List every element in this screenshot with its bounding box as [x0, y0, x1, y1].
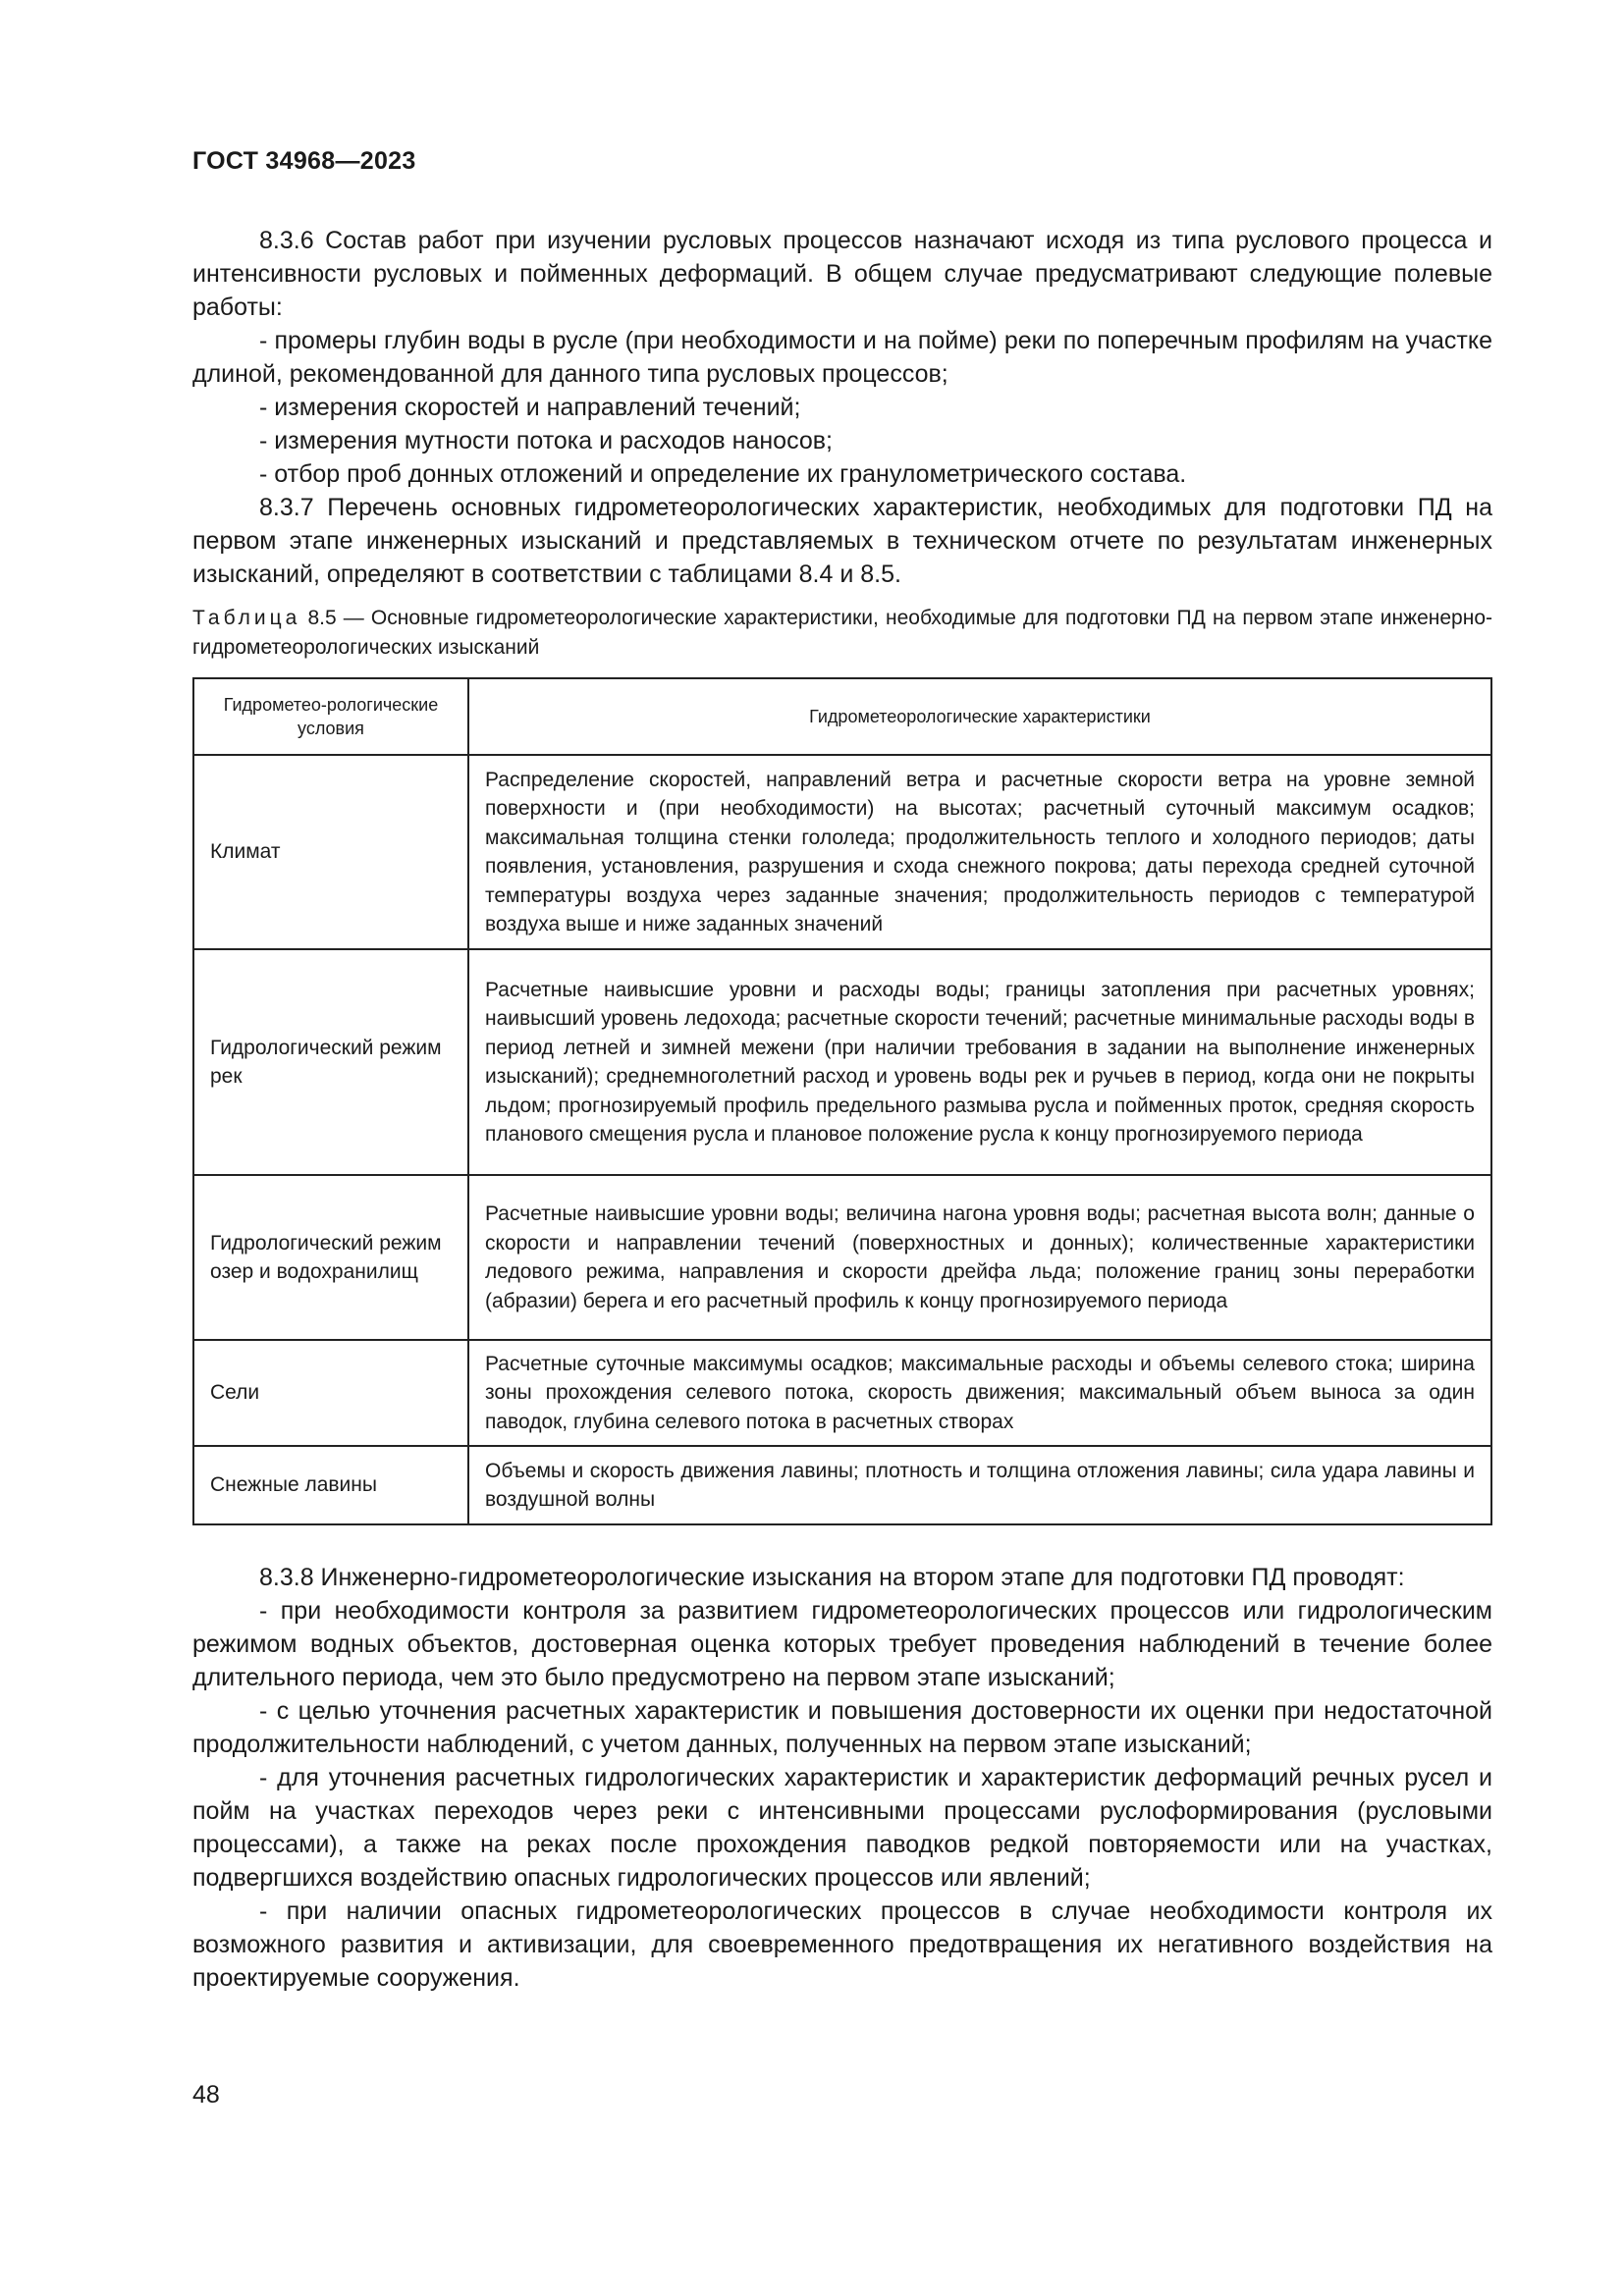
table-row [193, 1175, 1491, 1340]
list-item: - с целью уточнения расчетных характеристик и повышения достоверности их оценки при недостаточной продолжительности наблюдений, с учетом данных, полученных на первом этапе изысканий; [192, 1697, 1492, 1758]
description-cell: Расчетные суточные максимумы осадков; максимальные расходы и объемы селевого стока; ширина зоны прохождения селевого потока, скорость движения; максимальный объем выноса за один паводок, глубина селевого потока в расчетных створах [468, 1340, 1491, 1446]
list-item: - при необходимости контроля за развитием гидрометеорологических процессов или гидрологическим режимом водных объектов, достоверная оценка которых требует проведения наблюдений в течение более длительного периода, чем это было предусмотрено на первом этапе изысканий; [192, 1597, 1492, 1691]
condition-cell: Гидрологический режим рек [193, 949, 468, 1175]
condition-cell: Климат [193, 755, 468, 949]
description-cell: Объемы и скорость движения лавины; плотность и толщина отложения лавины; сила удара лавины и воздушной волны [468, 1446, 1491, 1524]
column-header-characteristics: Гидрометеорологические характеристики [468, 678, 1491, 755]
description-cell: Расчетные наивысшие уровни и расходы воды; границы затопления при расчетных уровнях; наивысший уровень ледохода; расчетные скорости течений; расчетные минимальные расходы воды в период летней и зимней межени (при наличии требования в задании на выполнение инженерных изысканий); среднемноголетний расход и уровень воды рек и ручьев в период, когда они не покрыты льдом; прогнозируемый профиль предельного размыва русла и пойменных проток, средняя скорость планового смещения русла и плановое положение русла к концу прогнозируемого периода [468, 949, 1491, 1175]
description-cell: Расчетные наивысшие уровни воды; величина нагона уровня воды; расчетная высота волн; данные о скорости и направлении течений (поверхностных и донных); количественные характеристики ледового режима, направления и скорости дрейфа льда; положение границ зоны переработки (абразии) берега и его расчетный профиль к концу прогнозируемого периода [468, 1175, 1491, 1340]
list-item: - промеры глубин воды в русле (при необходимости и на пойме) реки по поперечным профилям на участке длиной, рекомендованной для данного типа русловых процессов; [192, 327, 1492, 388]
table-row [193, 949, 1491, 1175]
list-item: - при наличии опасных гидрометеорологических процессов в случае необходимости контроля их возможного развития и активизации, для своевременного предотвращения их негативного воздействия на проектируемые сооружения. [192, 1897, 1492, 1992]
table-caption [192, 604, 1492, 663]
table-caption-label: Таблица [192, 607, 301, 629]
paragraph-8-3-6: 8.3.6 Состав работ при изучении русловых процессов назначают исходя из типа руслового процесса и интенсивности русловых и пойменных деформаций. В общем случае предусматривают следующие полевые работы: [192, 227, 1492, 321]
paragraph-8-3-8: 8.3.8 Инженерно-гидрометеорологические изыскания на втором этапе для подготовки ПД проводят: [259, 1564, 1405, 1591]
hydromet-characteristics-table [192, 677, 1492, 1525]
page-number: 48 [192, 2081, 220, 2109]
column-header-conditions: Гидрометео-рологические условия [193, 678, 468, 755]
table-caption-text: 8.5 — Основные гидрометеорологические характеристики, необходимые для подготовки ПД на первом этапе инженерно-гидрометеорологических изысканий [192, 607, 1493, 659]
list-item: - для уточнения расчетных гидрологических характеристик и характеристик деформаций речных русел и пойм на участках переходов через реки с интенсивными процессами руслоформирования (русловыми процессами), а также на реках после прохождения паводков редкой повторяемости или на участках, подвергшихся воздействию опасных гидрологических процессов или явлений; [192, 1764, 1492, 1892]
condition-cell: Снежные лавины [193, 1446, 468, 1524]
list-item: - измерения скоростей и направлений течений; [259, 394, 801, 421]
condition-cell: Сели [193, 1340, 468, 1446]
condition-cell: Гидрологический режим озер и водохранилищ [193, 1175, 468, 1340]
section-8-3-8-block [192, 1561, 1492, 1995]
table-row [193, 1446, 1491, 1524]
section-8-3-6-block [192, 224, 1492, 591]
description-cell: Распределение скоростей, направлений ветра и расчетные скорости ветра на уровне земной поверхности и (при необходимости) на высотах; расчетный суточный максимум осадков; максимальная толщина стенки гололеда; продолжительность теплого и холодного периодов; даты появления, установления, разрушения и схода снежного покрова; даты перехода средней суточной температуры воздуха через заданные значения; продолжительность периодов с температурой воздуха выше и ниже заданных значений [468, 755, 1491, 949]
paragraph-8-3-7: 8.3.7 Перечень основных гидрометеорологических характеристик, необходимых для подготовки ПД на первом этапе инженерных изысканий и представляемых в техническом отчете по результатам инженерных изысканий, определяют в соответствии с таблицами 8.4 и 8.5. [192, 494, 1492, 588]
list-item: - отбор проб донных отложений и определение их гранулометрического состава. [259, 460, 1187, 488]
table-header-row [193, 678, 1491, 755]
table-row [193, 1340, 1491, 1446]
list-item: - измерения мутности потока и расходов наносов; [259, 427, 833, 454]
standard-header: ГОСТ 34968—2023 [192, 147, 416, 175]
table-row [193, 755, 1491, 949]
